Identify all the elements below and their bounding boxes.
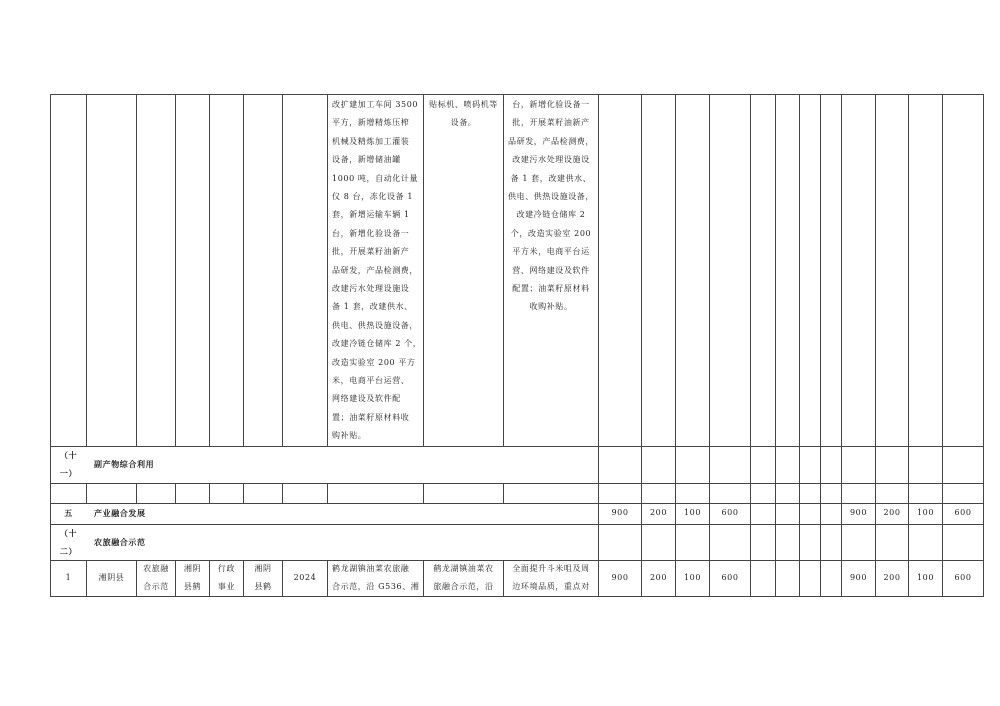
amount-cell: 900 bbox=[849, 508, 868, 517]
content-line: 设备，新增储油罐 bbox=[332, 155, 401, 165]
amount-cell: 200 bbox=[883, 573, 901, 582]
goal-line: 改建污水处理设施设 bbox=[512, 155, 590, 165]
amount-cell: 600 bbox=[721, 573, 739, 582]
col-rule bbox=[175, 94, 176, 446]
goal-line: 品研发，产品检测费， bbox=[508, 136, 594, 146]
content-line: 台，新增化验设备一 bbox=[332, 228, 410, 238]
amount-cell: 100 bbox=[916, 508, 935, 517]
content-line: 改建冷链仓储库 2 个， bbox=[332, 339, 422, 349]
scale-cell: 旅融合示范，沿 bbox=[433, 582, 494, 591]
col-rule bbox=[799, 94, 800, 597]
section-number: （十 bbox=[59, 528, 78, 538]
col-rule bbox=[327, 560, 328, 597]
content-line: 改建污水处理设施设 bbox=[332, 284, 410, 293]
content-line: 品研发，产品检测费， bbox=[332, 265, 418, 275]
type-cell: 合示范 bbox=[143, 582, 169, 591]
section-number: 五 bbox=[64, 508, 73, 518]
amount-cell: 900 bbox=[849, 573, 868, 582]
content-line: 购补贴。 bbox=[332, 431, 367, 441]
goal-line: 批，开展菜籽油新产 bbox=[512, 118, 590, 128]
row-rule bbox=[50, 446, 984, 447]
type-cell: 农旅融 bbox=[143, 564, 169, 573]
section-title: 副产物综合利用 bbox=[94, 459, 155, 469]
amount-cell: 200 bbox=[883, 508, 901, 517]
scale-cell: 鹤龙湖镇油菜农 bbox=[433, 564, 494, 573]
goal-line: 配置；油菜籽原材料 bbox=[512, 284, 590, 293]
goal-line: 备 1 套，改建供水、 bbox=[510, 173, 592, 183]
amount-cell: 600 bbox=[954, 508, 972, 517]
content-line: 置；油菜籽原材料收 bbox=[332, 412, 410, 422]
county-cell: 湘阴县 bbox=[98, 573, 125, 582]
section-title: 产业融合发展 bbox=[94, 508, 146, 518]
content-line: 仪 8 台，冻化设备 1 bbox=[332, 192, 414, 201]
content-line: 改造实验室 200 平方 bbox=[332, 357, 416, 367]
col-rule bbox=[327, 94, 328, 446]
goal-line: 台，新增化验设备一 bbox=[512, 100, 590, 109]
amount-cell: 100 bbox=[683, 573, 702, 582]
col-rule bbox=[820, 94, 821, 597]
place-cell: 湘阴 bbox=[254, 564, 272, 573]
goal-cell: 全面提升斗米咀及周 bbox=[512, 564, 590, 573]
content-line: 机械及精炼加工灌装 bbox=[332, 136, 410, 146]
content-line: 供电、供热设施设备， bbox=[332, 320, 418, 330]
amount-cell: 200 bbox=[649, 573, 668, 582]
col-rule bbox=[423, 94, 424, 446]
goal-line: 改建冷链仓储库 2 bbox=[516, 210, 586, 220]
content-line: 批，开展菜籽油新产 bbox=[332, 247, 410, 257]
amount-cell: 100 bbox=[916, 573, 935, 582]
goal-line: 个，改造实验室 200 bbox=[510, 228, 592, 238]
col-rule bbox=[243, 94, 244, 446]
row-rule bbox=[50, 524, 984, 525]
col-rule bbox=[86, 94, 87, 446]
content-cell: 鹤龙湖镇油菜农旅融 bbox=[332, 564, 410, 573]
row-rule bbox=[50, 483, 984, 484]
col-rule bbox=[209, 94, 210, 446]
col-rule bbox=[136, 483, 137, 503]
goal-line: 供电、供热设施设备， bbox=[508, 192, 594, 201]
content-line: 备 1 套，改建供水、 bbox=[332, 302, 413, 312]
unit-cell: 县鹤 bbox=[183, 582, 202, 591]
content-line: 米，电商平台运营、 bbox=[332, 376, 410, 385]
scale-line: 设备。 bbox=[450, 118, 477, 128]
col-rule bbox=[86, 483, 87, 503]
col-rule bbox=[983, 94, 984, 597]
amount-cell: 900 bbox=[611, 508, 629, 517]
place-cell: 县鹤 bbox=[254, 582, 272, 591]
content-line: 1000 吨，自动化计量 bbox=[332, 173, 419, 183]
section-number: （十 bbox=[59, 450, 78, 460]
scale-line: 贴标机、喷码机等 bbox=[429, 100, 498, 109]
goal-line: 收购补贴。 bbox=[529, 302, 573, 312]
unit-cell: 湘阴 bbox=[183, 564, 202, 573]
col-rule bbox=[136, 94, 137, 446]
col-rule bbox=[282, 94, 283, 446]
content-cell: 合示范，沿 G536、湘 bbox=[332, 582, 420, 591]
goal-cell: 边环境品质，重点对 bbox=[512, 582, 590, 591]
budget-table bbox=[50, 94, 984, 597]
amount-cell: 600 bbox=[721, 508, 739, 517]
content-line: 网络建设及软件配 bbox=[332, 394, 401, 404]
col-rule bbox=[209, 483, 210, 503]
section-number: 一） bbox=[59, 468, 78, 478]
goal-line: 营、网络建设及软件 bbox=[512, 265, 590, 275]
content-line: 平方，新增精炼压榨 bbox=[332, 118, 410, 128]
row-rule bbox=[50, 94, 984, 95]
goal-line: 平方米，电商平台运 bbox=[512, 247, 590, 257]
amount-cell: 600 bbox=[954, 573, 972, 582]
col-rule bbox=[775, 94, 776, 597]
col-rule bbox=[503, 483, 504, 503]
nature-cell: 行政 bbox=[217, 564, 236, 573]
col-rule bbox=[243, 483, 244, 503]
amount-cell: 200 bbox=[649, 508, 668, 517]
col-rule bbox=[282, 483, 283, 503]
row-number: 1 bbox=[65, 573, 72, 582]
amount-cell: 100 bbox=[683, 508, 702, 517]
section-number: 二） bbox=[59, 546, 78, 556]
nature-cell: 事业 bbox=[217, 582, 236, 591]
year-cell: 2024 bbox=[293, 573, 317, 582]
col-rule bbox=[423, 483, 424, 503]
col-rule bbox=[327, 483, 328, 503]
section-title: 农旅融合示范 bbox=[94, 537, 146, 547]
col-rule bbox=[750, 94, 751, 597]
amount-cell: 900 bbox=[611, 573, 629, 582]
content-line: 改扩建加工车间 3500 bbox=[332, 100, 419, 109]
content-line: 套，新增运输车辆 1 bbox=[332, 210, 410, 220]
col-rule bbox=[175, 483, 176, 503]
